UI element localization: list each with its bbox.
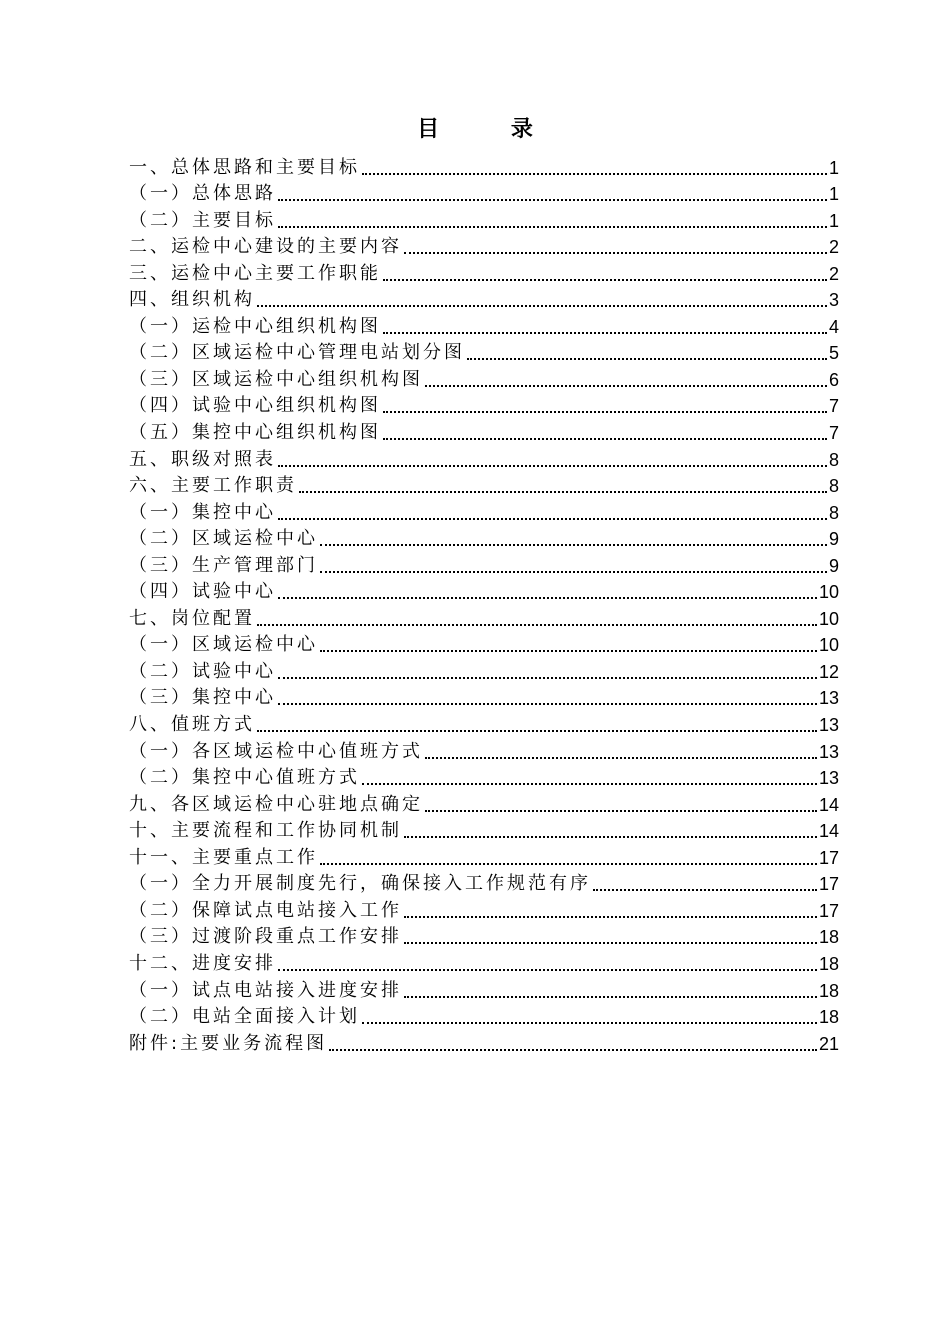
toc-entry[interactable] [129,419,839,446]
toc-entry[interactable] [129,207,839,234]
toc-entry-page-number: 6 [828,369,839,390]
toc-entry-label: 六、主要工作职责 [129,475,297,497]
toc-entry-label: （二）集控中心值班方式 [129,767,360,789]
toc-entry-page-number: 17 [818,900,839,921]
toc-entry-page-number: 21 [818,1033,839,1054]
toc-dot-leader [278,703,817,705]
toc-entry-page-number: 10 [818,582,839,603]
toc-entry[interactable] [129,366,839,393]
toc-entry-page-number: 13 [818,715,839,736]
toc-entry-label: （三）过渡阶段重点工作安排 [129,926,402,948]
toc-entry[interactable] [129,977,839,1004]
toc-entry-page-number: 8 [828,502,839,523]
toc-entry-page-number: 5 [828,343,839,364]
toc-entry[interactable] [129,446,839,473]
toc-entry-label: 附件:主要业务流程图 [129,1032,328,1054]
toc-dot-leader [320,863,817,865]
toc-entry[interactable] [129,260,839,287]
toc-dot-leader [404,252,827,254]
toc-dot-leader [362,1022,817,1024]
toc-entry-label: （二）主要目标 [129,209,276,231]
toc-entry[interactable] [129,605,839,632]
toc-entry-label: （四）试验中心 [129,581,276,603]
toc-dot-leader [320,571,827,573]
toc-dot-leader [278,597,817,599]
toc-dot-leader [383,438,827,440]
toc-entry-label: （二）区域运检中心 [129,528,318,550]
toc-entry-page-number: 14 [818,794,839,815]
toc-entry-label: （三）集控中心 [129,687,276,709]
toc-entry-label: 一、总体思路和主要目标 [129,156,360,178]
toc-entry[interactable] [129,473,839,500]
toc-entry-page-number: 2 [828,263,839,284]
toc-entry-page-number: 2 [828,237,839,258]
toc-entry[interactable] [129,765,839,792]
toc-dot-leader [425,757,817,759]
toc-entry[interactable] [129,685,839,712]
toc-entry[interactable] [129,1030,839,1057]
toc-entry-label: （一）各区域运检中心值班方式 [129,740,423,762]
toc-entry-page-number: 18 [818,927,839,948]
toc-dot-leader [593,889,817,891]
toc-entry[interactable] [129,658,839,685]
toc-entry[interactable] [129,871,839,898]
toc-entry-page-number: 18 [818,980,839,1001]
toc-entry-label: （二）电站全面接入计划 [129,1006,360,1028]
toc-entry[interactable] [129,154,839,181]
toc-dot-leader [425,385,827,387]
toc-dot-leader [278,199,827,201]
toc-entry-label: （一）试点电站接入进度安排 [129,979,402,1001]
toc-entry-page-number: 1 [828,210,839,231]
toc-dot-leader [467,358,827,360]
toc-entry-page-number: 17 [818,874,839,895]
toc-entry-page-number: 4 [828,316,839,337]
toc-dot-leader [383,332,827,334]
toc-entry-label: 九、各区域运检中心驻地点确定 [129,793,423,815]
toc-dot-leader [425,810,817,812]
toc-entry-label: 十二、进度安排 [129,952,276,974]
toc-entry-label: （三）区域运检中心组织机构图 [129,368,423,390]
toc-entry-page-number: 10 [818,608,839,629]
toc-entry[interactable] [129,234,839,261]
toc-entry-page-number: 7 [828,396,839,417]
toc-entry[interactable] [129,181,839,208]
toc-dot-leader [404,996,817,998]
table-of-contents [129,154,839,1057]
toc-dot-leader [329,1049,817,1051]
toc-dot-leader [257,305,827,307]
toc-dot-leader [278,226,827,228]
toc-entry-label: 八、值班方式 [129,714,255,736]
toc-entry[interactable] [129,711,839,738]
toc-dot-leader [320,650,817,652]
toc-dot-leader [362,173,827,175]
toc-entry-label: （二）保障试点电站接入工作 [129,899,402,921]
toc-entry-page-number: 18 [818,1007,839,1028]
toc-entry[interactable] [129,579,839,606]
toc-dot-leader [362,783,817,785]
toc-title: 目 录 [417,116,565,142]
toc-entry-page-number: 1 [828,157,839,178]
toc-entry-page-number: 14 [818,821,839,842]
toc-entry[interactable] [129,924,839,951]
toc-entry[interactable] [129,950,839,977]
toc-dot-leader [404,942,817,944]
toc-entry-label: （五）集控中心组织机构图 [129,422,381,444]
toc-dot-leader [257,624,817,626]
toc-dot-leader [383,279,827,281]
toc-entry-label: 七、岗位配置 [129,607,255,629]
toc-entry-page-number: 10 [818,635,839,656]
toc-entry-label: （一）总体思路 [129,183,276,205]
toc-entry-page-number: 12 [818,661,839,682]
toc-entry-page-number: 17 [818,847,839,868]
toc-entry-label: 十、主要流程和工作协同机制 [129,820,402,842]
toc-entry-label: 二、运检中心建设的主要内容 [129,236,402,258]
toc-entry[interactable] [129,287,839,314]
toc-dot-leader [404,916,817,918]
toc-entry-page-number: 13 [818,741,839,762]
toc-dot-leader [299,491,827,493]
toc-entry-page-number: 7 [828,423,839,444]
toc-entry[interactable] [129,552,839,579]
toc-dot-leader [278,518,827,520]
toc-entry-label: 三、运检中心主要工作职能 [129,262,381,284]
toc-entry-page-number: 13 [818,768,839,789]
toc-entry-label: （三）生产管理部门 [129,554,318,576]
toc-entry-label: 四、组织机构 [129,289,255,311]
toc-dot-leader [383,411,827,413]
toc-entry-label: 五、职级对照表 [129,448,276,470]
toc-entry[interactable] [129,632,839,659]
toc-entry-label: （二）试验中心 [129,660,276,682]
toc-entry-label: （一）区域运检中心 [129,634,318,656]
toc-entry-label: （四）试验中心组织机构图 [129,395,381,417]
toc-entry-label: （一）全力开展制度先行，确保接入工作规范有序 [129,873,591,895]
toc-entry[interactable] [129,1004,839,1031]
toc-entry-label: 十一、主要重点工作 [129,846,318,868]
toc-entry-page-number: 9 [828,529,839,550]
toc-entry-label: （一）运检中心组织机构图 [129,315,381,337]
toc-entry-page-number: 9 [828,555,839,576]
toc-entry[interactable] [129,313,839,340]
toc-entry[interactable] [129,738,839,765]
toc-entry-page-number: 3 [828,290,839,311]
toc-entry[interactable] [129,818,839,845]
toc-dot-leader [404,836,817,838]
toc-entry-page-number: 8 [828,449,839,470]
toc-dot-leader [278,465,827,467]
toc-entry-page-number: 1 [828,184,839,205]
toc-dot-leader [278,969,817,971]
toc-entry[interactable] [129,526,839,553]
toc-entry-page-number: 13 [818,688,839,709]
toc-entry[interactable] [129,340,839,367]
toc-entry[interactable] [129,897,839,924]
toc-entry-label: （二）区域运检中心管理电站划分图 [129,342,465,364]
toc-entry[interactable] [129,393,839,420]
toc-entry-page-number: 8 [828,476,839,497]
toc-entry[interactable] [129,844,839,871]
toc-dot-leader [257,730,817,732]
toc-entry-label: （一）集控中心 [129,501,276,523]
toc-entry-page-number: 18 [818,953,839,974]
toc-entry[interactable] [129,499,839,526]
toc-entry[interactable] [129,791,839,818]
toc-dot-leader [278,677,817,679]
toc-dot-leader [320,544,827,546]
